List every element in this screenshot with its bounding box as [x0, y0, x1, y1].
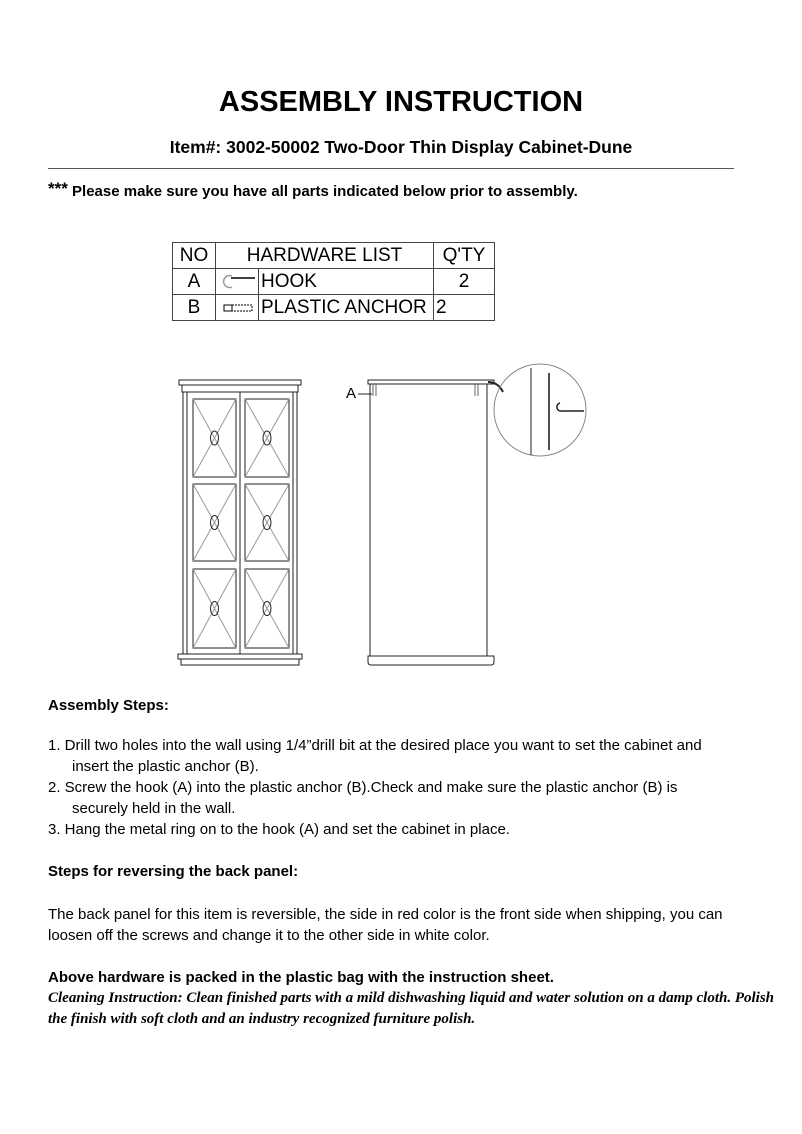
cabinet-front-view [178, 380, 302, 665]
hook-detail-circle [494, 364, 586, 456]
header-list: HARDWARE LIST [216, 243, 434, 269]
assembly-steps [48, 735, 798, 840]
reverse-heading: Steps for reversing the back panel: [48, 863, 299, 880]
step-text: insert the plastic anchor (B). [72, 758, 259, 775]
header-qty: Q'TY [434, 243, 495, 269]
reverse-line: The back panel for this item is reversible, the side in red color is the front side when shipping, you can [48, 906, 723, 923]
reverse-text [48, 904, 802, 946]
step-text: 3. Hang the metal ring on to the hook (A) and set the cabinet in place. [48, 821, 510, 838]
row-qty: 2 [434, 295, 495, 321]
note-text: Please make sure you have all parts indicated below prior to assembly. [72, 183, 578, 200]
reverse-line: loosen off the screws and change it to the other side in white color. [48, 927, 490, 944]
hook-label-a: A [346, 385, 357, 402]
assembly-heading: Assembly Steps: [48, 697, 169, 714]
page-title: ASSEMBLY INSTRUCTION [218, 86, 584, 118]
header-no: NO [173, 243, 216, 269]
step-2 [48, 777, 798, 819]
step-1 [48, 735, 798, 777]
step-3 [48, 819, 798, 840]
note-stars: *** [48, 179, 68, 198]
step-text: securely held in the wall. [72, 800, 236, 817]
row-no: B [173, 295, 216, 321]
step-text: 1. Drill two holes into the wall using 1/4”drill bit at the desired place you want to set the cabinet and [48, 737, 702, 754]
row-qty: 2 [434, 269, 495, 295]
cleaning-instruction: Cleaning Instruction: Clean finished parts with a mild dishwashing liquid and water solution on a damp cloth. Polish the finish with soft cloth and an industry recognized furniture polish. [48, 990, 775, 1027]
packed-note: Above hardware is packed in the plastic bag with the instruction sheet. [48, 969, 554, 986]
row-name: PLASTIC ANCHOR [259, 295, 434, 321]
cabinet-side-view [358, 380, 503, 665]
row-name: HOOK [259, 269, 434, 295]
item-subtitle: Item#: 3002-50002 Two-Door Thin Display Cabinet-Dune [169, 137, 633, 157]
step-text: 2. Screw the hook (A) into the plastic anchor (B).Check and make sure the plastic anchor (B) is [48, 779, 678, 796]
row-no: A [173, 269, 216, 295]
